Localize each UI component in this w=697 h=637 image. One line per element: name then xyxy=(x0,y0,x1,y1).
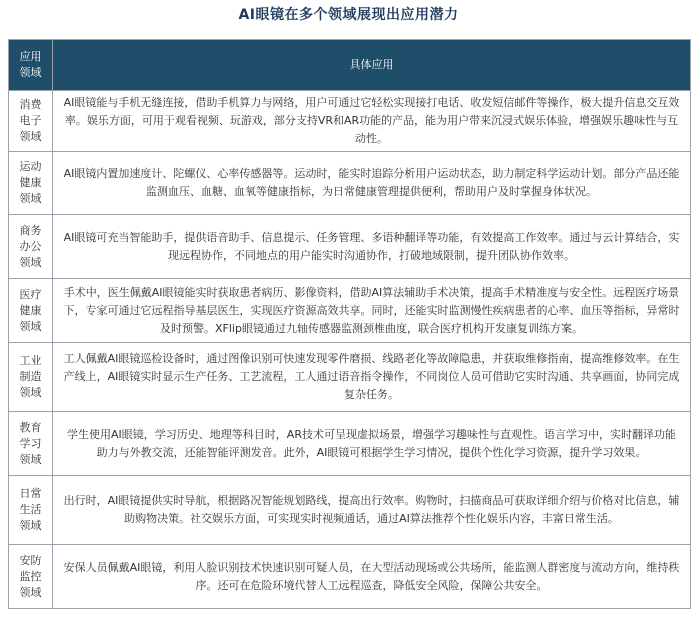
table-header-row xyxy=(9,40,691,91)
header-field: 应用 领域 xyxy=(9,40,53,91)
header-detail: 具体应用 xyxy=(53,40,691,91)
detail-cell: 出行时，AI眼镜提供实时导航，根据路况智能规划路线，提高出行效率。购物时，扫描商品可获取详细介绍与价格对比信息，辅助购物决策。社交娱乐方面，可实现实时视频通话，通过AI算法推荐个性化娱乐内容，丰富日常生活。 xyxy=(53,476,691,545)
table-row xyxy=(9,412,691,476)
field-cell: 医疗 健康 领域 xyxy=(9,279,53,343)
detail-cell: AI眼镜能与手机无缝连接，借助手机算力与网络，用户可通过它轻松实现接打电话、收发短信邮件等操作，极大提升信息交互效率。娱乐方面，可用于观看视频、玩游戏，部分支持VR和AR功能的产品，能为用户带来沉浸式娱乐体验，增强娱乐趣味性与互动性。 xyxy=(53,91,691,152)
table-row xyxy=(9,279,691,343)
field-cell: 安防 监控 领域 xyxy=(9,545,53,609)
table-row xyxy=(9,545,691,609)
field-cell: 教育 学习 领域 xyxy=(9,412,53,476)
field-cell: 消费 电子 领域 xyxy=(9,91,53,152)
detail-cell: 工人佩戴AI眼镜巡检设备时，通过图像识别可快速发现零件磨损、线路老化等故障隐患，并获取维修指南，提高维修效率。在生产线上，AI眼镜实时显示生产任务、工艺流程，工人通过语音指令操作，不同岗位人员可借助它实时沟通、共享画面，协同完成复杂任务。 xyxy=(53,343,691,412)
table-row xyxy=(9,343,691,412)
field-cell: 工业 制造 领域 xyxy=(9,343,53,412)
page-title: AI眼镜在多个领域展现出应用潜力 xyxy=(238,7,459,23)
detail-cell: AI眼镜可充当智能助手，提供语音助手、信息提示、任务管理、多语种翻译等功能，有效提高工作效率。通过与云计算结合，实现远程协作，不同地点的用户能实时沟通协作，打破地域限制，提升团队协作效率。 xyxy=(53,215,691,279)
table-row xyxy=(9,476,691,545)
field-cell: 日常 生活 领域 xyxy=(9,476,53,545)
application-table xyxy=(8,39,691,609)
detail-cell: 学生使用AI眼镜，学习历史、地理等科目时，AR技术可呈现虚拟场景，增强学习趣味性与直观性。语言学习中，实时翻译功能助力与外教交流，还能智能评测发音。此外，AI眼镜可根据学生学习情况，提供个性化学习资源，提升学习效果。 xyxy=(53,412,691,476)
detail-cell: 手术中，医生佩戴AI眼镜能实时获取患者病历、影像资料，借助AI算法辅助手术决策，提高手术精准度与安全性。远程医疗场景下，专家可通过它远程指导基层医生，实现医疗资源高效共享。同时，还能实时监测慢性疾病患者的心率、血压等指标，异常时及时预警。XFlip眼镜通过九轴传感器监测颈椎曲度，联合医疗机构开发康复训练方案。 xyxy=(53,279,691,343)
field-cell: 商务 办公 领域 xyxy=(9,215,53,279)
detail-cell: 安保人员佩戴AI眼镜，利用人脸识别技术快速识别可疑人员，在大型活动现场或公共场所，能监测人群密度与流动方向，维持秩序。还可在危险环境代替人工远程巡查，降低安全风险，保障公共安全。 xyxy=(53,545,691,609)
field-cell: 运动 健康 领域 xyxy=(9,152,53,215)
table-row xyxy=(9,91,691,152)
table-row xyxy=(9,215,691,279)
detail-cell: AI眼镜内置加速度计、陀螺仪、心率传感器等。运动时，能实时追踪分析用户运动状态，助力制定科学运动计划。部分产品还能监测血压、血糖、血氧等健康指标，为日常健康管理提供便利，帮助用户及时掌握身体状况。 xyxy=(53,152,691,215)
table-row xyxy=(9,152,691,215)
